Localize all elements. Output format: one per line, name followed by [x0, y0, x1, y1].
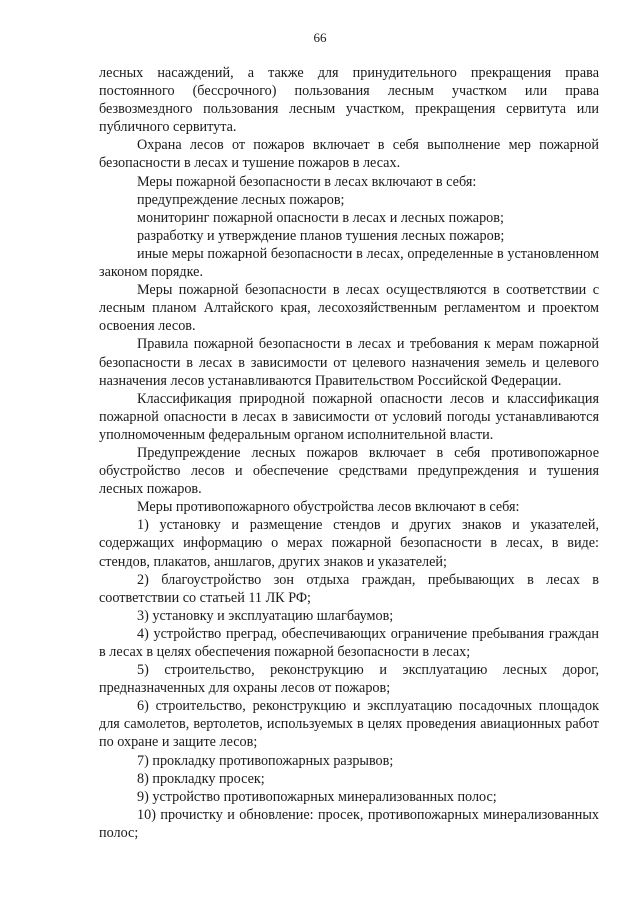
list-item: 10) прочистку и обновление: просек, противопожарных минерализованных полос; [99, 806, 599, 841]
list-item: 8) прокладку просек; [137, 770, 265, 787]
paragraph: Охрана лесов от пожаров включает в себя выполнение мер пожарной безопасности в лесах и тушение пожаров в лесах. [99, 137, 599, 172]
list-item: 4) устройство преград, обеспечивающих ограничение пребывания граждан в лесах в целях обеспечения пожарной безопасности в лесах; [99, 625, 599, 660]
paragraph: Предупреждение лесных пожаров включает в себя противопожарное обустройство лесов и обеспечение средствами предупреждения и тушения лесных пожаров. [99, 444, 599, 498]
list-item: иные меры пожарной безопасности в лесах, определенные в установленном законом порядке. [99, 245, 599, 281]
list-item: 7) прокладку противопожарных разрывов; [137, 752, 394, 769]
list-item: 1) установку и размещение стендов и других знаков и указателей, содержащих информацию о мерах пожарной безопасности в лесах, в виде: стендов, плакатов, аншлагов, других знаков и указателей; [99, 517, 599, 570]
list-item: 2) благоустройство зон отдыха граждан, пребывающих в лесах в соответствии со статьей 11 ЛК РФ; [99, 571, 599, 606]
list-item: мониторинг пожарной опасности в лесах и лесных пожаров; [137, 209, 504, 226]
list-item: 9) устройство противопожарных минерализованных полос; [137, 788, 497, 805]
paragraph: Классификация природной пожарной опасности лесов и классификация пожарной опасности в лесах в зависимости от условий погоды устанавливаются уполномоченным федеральным органом исполнительной власти. [99, 390, 599, 443]
paragraph: Меры пожарной безопасности в лесах включают в себя: [137, 173, 477, 190]
list-item: 3) установку и эксплуатацию шлагбаумов; [137, 607, 394, 624]
list-item: 5) строительство, реконструкцию и эксплуатацию лесных дорог, предназначенных для охраны лесов от пожаров; [99, 662, 599, 697]
paragraph: Меры пожарной безопасности в лесах осуществляются в соответствии с лесным планом Алтайского края, лесохозяйственным регламентом и проектом освоения лесов. [99, 282, 599, 335]
page-number: 66 [313, 30, 327, 45]
list-item: предупреждение лесных пожаров; [137, 191, 345, 208]
list-item: 6) строительство, реконструкцию и эксплуатацию посадочных площадок для самолетов, вертолетов, используемых в целях проведения авиационных работ по охране и защите лесов; [99, 698, 599, 751]
paragraph: лесных насаждений, а также для принудительного прекращения права постоянного (бессрочного) пользования лесным участком или права безвозмездного пользования лесным участком, прекращения сервитута или публичного сервитута. [99, 65, 599, 136]
body-text [99, 64, 599, 842]
list-item: разработку и утверждение планов тушения лесных пожаров; [137, 227, 505, 244]
paragraph: Правила пожарной безопасности в лесах и требования к мерам пожарной безопасности в лесах в зависимости от целевого назначения земель и целевого назначения лесов устанавливаются Правительством Российской Федерации. [99, 336, 599, 389]
paragraph: Меры противопожарного обустройства лесов включают в себя: [137, 499, 520, 516]
